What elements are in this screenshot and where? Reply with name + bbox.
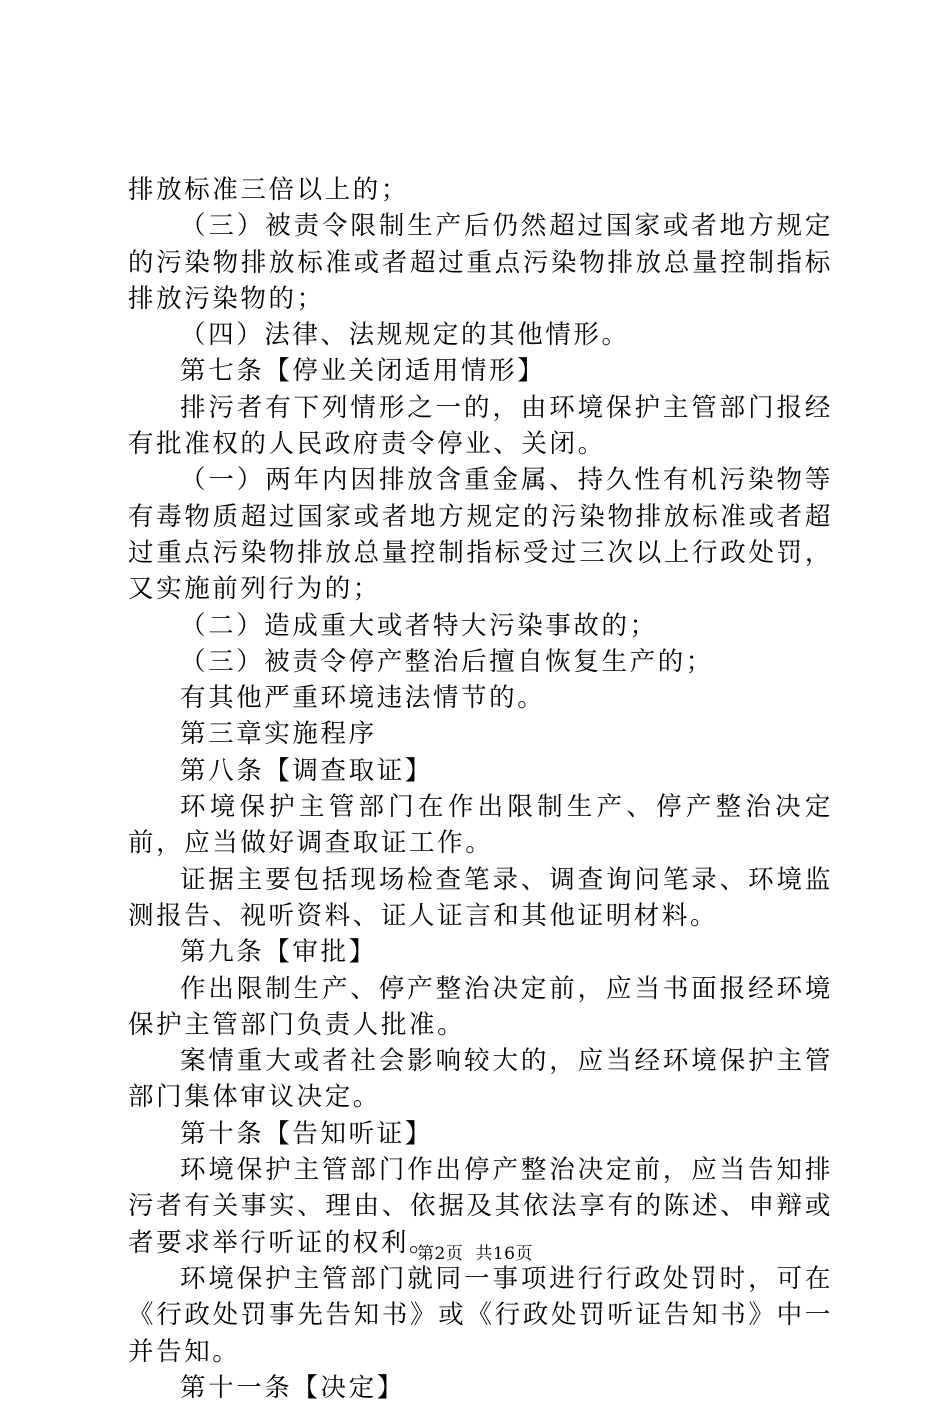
paragraph: 环境保护主管部门在作出限制生产、停产整治决定前，应当做好调查取证工作。 [128,792,833,859]
paragraph: 第七条【停业关闭适用情形】 [180,356,546,387]
page-footer [0,1243,950,1265]
paragraph: 第九条【审批】 [180,937,377,968]
paragraph: 第八条【调查取证】 [180,755,433,786]
paragraph: 作出限制生产、停产整治决定前，应当书面报经环境保护主管部门负责人批准。 [128,973,833,1040]
page-number: 第2页 [417,1244,464,1264]
paragraph: 案情重大或者社会影响较大的，应当经环境保护主管部门集体审议决定。 [128,1046,833,1113]
paragraph: 第三章实施程序 [180,719,377,750]
paragraph: 第十一条【决定】 [180,1372,405,1403]
document-body [128,172,833,1406]
paragraph: 有其他严重环境违法情节的。 [180,683,546,714]
paragraph: （一）两年内因排放含重金属、持久性有机污染物等有毒物质超过国家或者地方规定的污染物排放标准或者超过重点污染物排放总量控制指标受过三次以上行政处罚，又实施前列行为的； [128,465,833,605]
paragraph: （三）被责令停产整治后擅自恢复生产的； [180,646,714,677]
paragraph: （二）造成重大或者特大污染事故的； [180,610,658,641]
paragraph: 排污者有下列情形之一的，由环境保护主管部门报经有批准权的人民政府责令停业、关闭。 [128,392,833,460]
paragraph: 环境保护主管部门作出停产整治决定前，应当告知排污者有关事实、理由、依据及其依法享有的陈述、申辩或者要求举行听证的权利。 [128,1155,833,1258]
paragraph: 排放标准三倍以上的； [128,175,410,205]
paragraph: 环境保护主管部门就同一事项进行行政处罚时，可在《行政处罚事先告知书》或《行政处罚听证告知书》中一并告知。 [128,1263,833,1367]
paragraph: 证据主要包括现场检查笔录、调查询问笔录、环境监测报告、视听资料、证人证言和其他证明材料。 [128,864,833,931]
page-total: 共16页 [475,1244,533,1264]
paragraph: 第十条【告知听证】 [180,1118,433,1149]
paragraph: （三）被责令限制生产后仍然超过国家或者地方规定的污染物排放标准或者超过重点污染物排放总量控制指标排放污染物的； [128,211,833,314]
paragraph: （四）法律、法规规定的其他情形。 [180,320,630,351]
